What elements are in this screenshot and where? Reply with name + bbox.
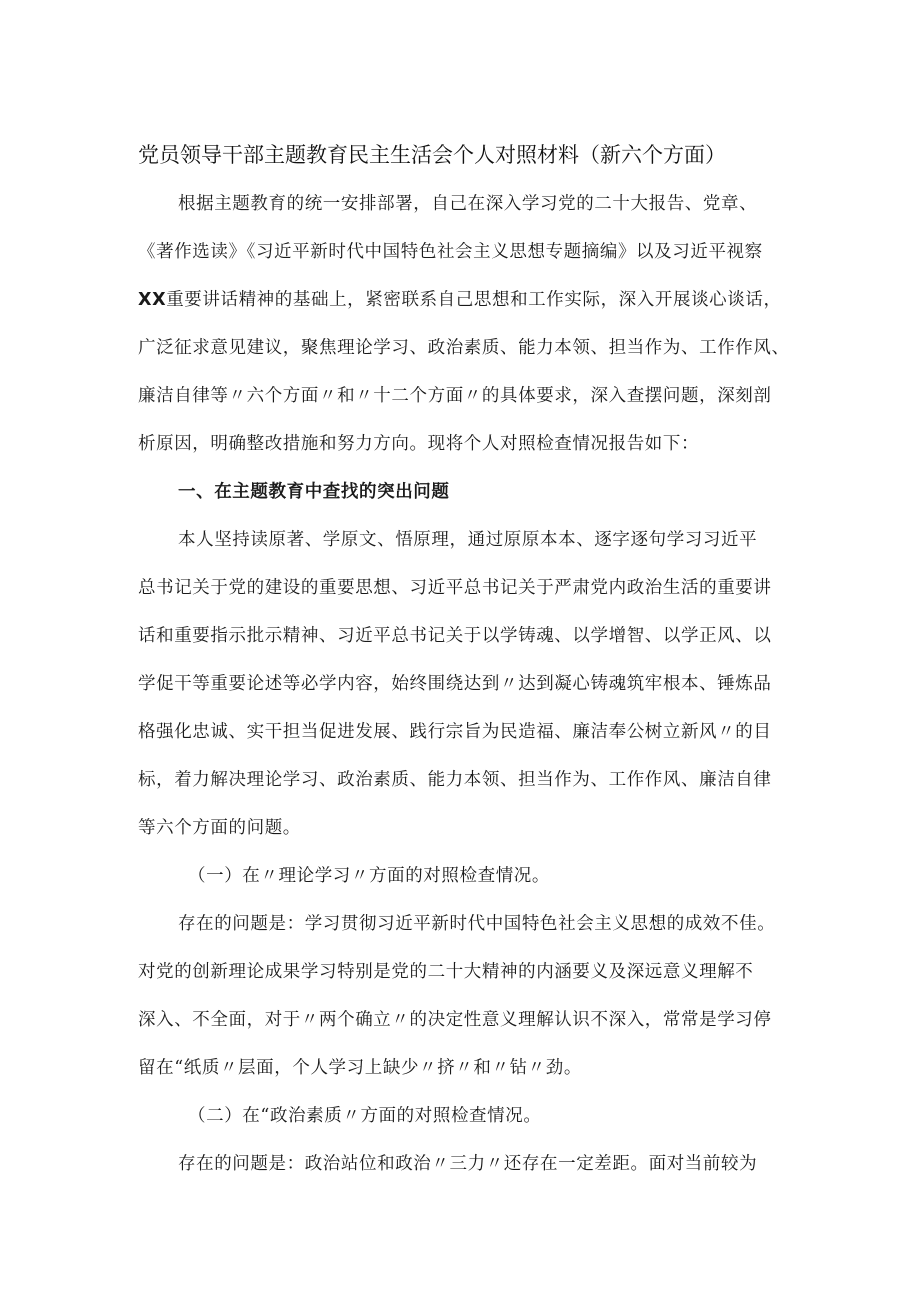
paragraph-line: 《著作选读》《习近平新时代中国特色社会主义思想专题摘编》以及习近平视察 [138,242,763,262]
paragraph-line: 总书记关于党的建设的重要思想、习近平总书记关于严肃党内政治生活的重要讲 [138,578,772,598]
paragraph-line: 存在的问题是：学习贯彻习近平新时代中国特色社会主义思想的成效不佳。 [178,914,776,934]
paragraph-line: 深入、不全面，对于〃两个确立〃的决定性意义理解认识不深入，常常是学习停 [138,1010,772,1030]
document-title: 党员领导干部主题教育民主生活会个人对照材料（新六个方面） [138,143,726,167]
paragraph-line: 格强化忠诚、实干担当促进发展、践行宗旨为民造福、廉洁奉公树立新风〃的目 [138,722,772,742]
subsection-heading: （二）在“政治素质〃方面的对照检查情况。 [188,1106,542,1126]
paragraph-line: 话和重要指示批示精神、习近平总书记关于以学铸魂、以学增智、以学正风、以 [138,626,772,646]
paragraph-line [138,288,798,312]
paragraph-line: 等六个方面的问题。 [138,818,301,838]
paragraph-line: 本人坚持读原著、学原文、悟原理，通过原原本本、逐字逐句学习习近平 [178,530,758,550]
paragraph-line: 广泛征求意见建议，聚焦理论学习、政治素质、能力本领、担当作为、工作作风、 [138,338,790,358]
paragraph-line: 廉洁自律等〃六个方面〃和〃十二个方面〃的具体要求，深入查摆问题，深刻剖 [138,386,772,406]
placeholder-xx: XX [138,290,167,310]
paragraph-line: 留在“纸质〃层面，个人学习上缺少〃挤〃和〃钻〃劲。 [138,1058,582,1078]
paragraph-line-text: 重要讲话精神的基础上，紧密联系自己思想和工作实际，深入开展谈心谈话， [166,290,782,310]
paragraph-line: 存在的问题是：政治站位和政治〃三力〃还存在一定差距。面对当前较为 [178,1154,758,1174]
paragraph-line: 学促干等重要论述等必学内容，始终围绕达到〃达到凝心铸魂筑牢根本、锤炼品 [138,674,772,694]
paragraph-line: 析原因，明确整改措施和努力方向。现将个人对照检查情况报告如下： [138,434,700,454]
paragraph-line: 标，着力解决理论学习、政治素质、能力本领、担当作为、工作作风、廉洁自律 [138,770,772,790]
paragraph-line: 对党的创新理论成果学习特别是党的二十大精神的内涵要义及深远意义理解不 [138,962,754,982]
subsection-heading: （一）在〃理论学习〃方面的对照检查情况。 [188,866,550,886]
paragraph-line: 根据主题教育的统一安排部署，自己在深入学习党的二十大报告、党章、 [178,194,758,214]
section-heading: 一、在主题教育中查找的突出问题 [178,482,450,502]
